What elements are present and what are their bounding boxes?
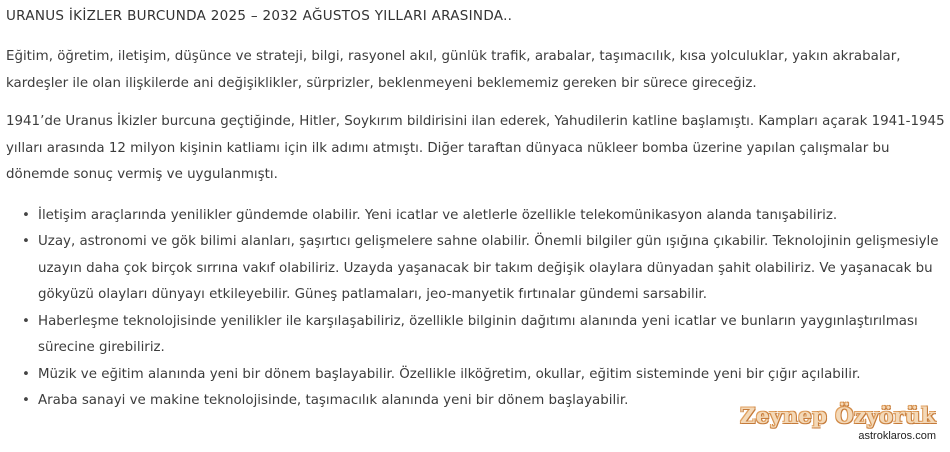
list-item-text: Haberleşme teknolojisinde yenilikler ile karşılaşabiliriz, özellikle bilginin dağıtımı alanında yeni icatlar ve bunların yaygınlaştırılması sürecine girebiliriz. [38,313,918,355]
list-item-text: İletişim araçlarında yenilikler gündemde olabilir. Yeni icatlar ve aletlerle özellikle telekomünikasyon alanda tanışabiliriz. [38,207,838,223]
watermark [740,404,936,442]
bullet-icon: • [22,366,30,382]
bullet-icon: • [22,207,30,223]
page-title: URANUS İKİZLER BURCUNDA 2025 – 2032 AĞUSTOS YILLARI ARASINDA.. [6,8,513,24]
list-item-text: Araba sanayi ve makine teknolojisinde, taşımacılık alanında yeni bir dönem başlayabilir. [38,393,629,408]
watermark-site: astroklaros.com [858,430,936,442]
list-item [22,203,946,230]
watermark-author: Zeynep Özyörük [740,403,936,428]
list-item [22,362,946,389]
list-item [22,309,946,362]
bullet-icon: • [22,393,30,408]
paragraph-history: 1941’de Uranus İkizler burcuna geçtiğinde, Hitler, Soykırım bildirisini ilan ederek, Yahudilerin katline başlamıştı. Kampları açarak 1941-1945 yılları arasında 12 milyon kişinin katliamı için ilk adımı atmıştı. Diğer taraftan dünyaca nükleer bomba üzerine yapılan çalışmalar bu dönemde sonuç vermiş ve uygulanmıştı. [6,114,945,182]
list-item [22,229,946,309]
bullet-icon: • [22,313,30,329]
list-item-text: Uzay, astronomi ve gök bilimi alanları, şaşırtıcı gelişmelere sahne olabilir. Önemli bilgiler gün ışığına çıkabilir. Teknolojinin gelişmesiyle uzayın daha çok birçok sırrına vakıf olabiliriz. Uzayda yaşanacak bir takım değişik olaylara dünyadan şahit olabiliriz. Ve yaşanacak bu gökyüzü olayları dünyayı etkileyebilir. Güneş patlamaları, jeo-manyetik fırtınalar gündemi sarsabilir. [38,234,939,302]
bullet-icon: • [22,234,30,249]
paragraph-intro: Eğitim, öğretim, iletişim, düşünce ve strateji, bilgi, rasyonel akıl, günlük trafik, arabalar, taşımacılık, kısa yolculuklar, yakın akrabalar, kardeşler ile olan ilişkilerde ani değişiklikler, sürprizler, beklenmeyeni beklememiz gereken bir sürece gireceğiz. [6,49,901,91]
list-item-text: Müzik ve eğitim alanında yeni bir dönem başlayabilir. Özellikle ilköğretim, okullar, eğitim sisteminde yeni bir çığır açılabilir. [38,366,861,382]
article-body [6,6,946,415]
bullet-list [6,203,946,415]
